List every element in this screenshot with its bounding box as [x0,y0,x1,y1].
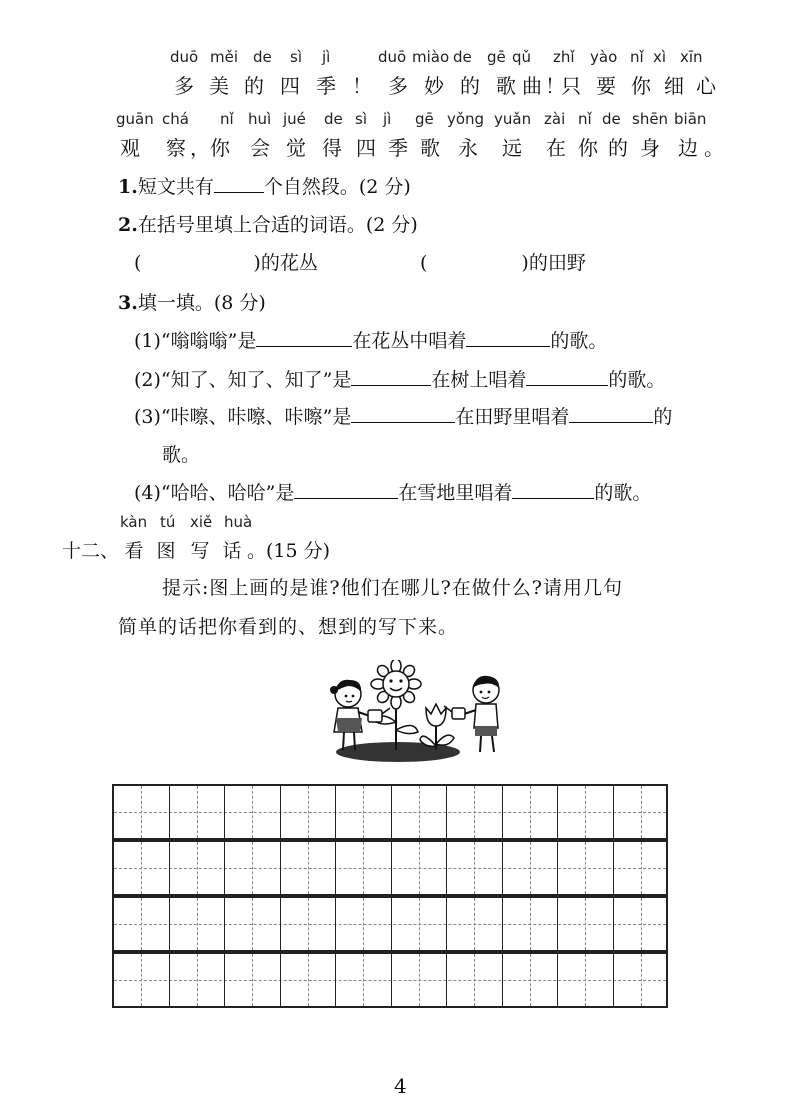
grid-cell-border [557,898,558,950]
grid-guide [197,898,198,950]
grid-guide [252,898,253,950]
pinyin: jì [322,48,331,66]
grid-guide [474,786,475,838]
question-1 [118,172,411,199]
pinyin: huì [248,110,272,128]
grid-row[interactable] [112,784,668,840]
pinyin: zài [544,110,566,128]
char: 得 [322,136,342,160]
grid-cell-border [224,954,225,1006]
char: ，你 [190,136,230,160]
grid-cell-border [335,898,336,950]
grid-cell-border [280,842,281,894]
char: 美 [209,74,229,98]
grid-guide [252,786,253,838]
pinyin: shēn [632,110,669,128]
item-text: )的花丛 [253,252,318,274]
grid-guide [641,842,642,894]
grid-cell-border [613,898,614,950]
sentence-text: 在花丛中唱着 [352,330,467,352]
char: 四 [280,74,300,98]
open-paren: ( [420,252,428,274]
question-2 [118,210,418,237]
grid-cell-border [335,842,336,894]
grid-guide [252,842,253,894]
grid-cell-border [335,786,336,838]
grid-guide [585,786,586,838]
grid-guide [474,898,475,950]
grid-cell-border [557,786,558,838]
pinyin: zhǐ [553,48,575,66]
pinyin: gē [487,48,506,66]
pinyin: miào [412,48,450,66]
pinyin: duō [378,48,407,66]
grid-cell-border [280,786,281,838]
grid-cell-border [502,898,503,950]
grid-guide [585,842,586,894]
grid-guide [530,954,531,1006]
question-3 [118,288,266,315]
grid-cell-border [502,954,503,1006]
pinyin: nǐ [220,110,234,128]
answer-blank[interactable] [526,367,608,386]
char: 写 [190,540,210,562]
char: 在 [546,136,566,160]
grid-guide [419,954,420,1006]
grid-guide [641,954,642,1006]
grid-guide [308,954,309,1006]
grid-guide [141,786,142,838]
pinyin: tú [160,513,176,531]
grid-row[interactable] [112,896,668,952]
char: 要 [596,74,616,98]
pinyin: yuǎn [494,110,532,128]
sentence-text: 的 [653,406,673,428]
open-paren: ( [134,252,142,274]
char: 的 [608,136,628,160]
grid-cell-border [391,898,392,950]
char: 话 [222,540,242,562]
char: 妙 [424,74,444,98]
char: 会 [250,136,270,160]
pinyin: nǐ [578,110,592,128]
pinyin: duō [170,48,199,66]
pinyin: de [453,48,472,66]
char: 季 [316,74,336,98]
grid-guide [197,842,198,894]
grid-cell-border [224,786,225,838]
char: 的 [460,74,480,98]
char: 只 [561,74,581,98]
question-text: 在括号里填上合适的词语。(2 分) [137,214,418,236]
pinyin: gē [415,110,434,128]
sentence-text: 在田野里唱着 [455,406,570,428]
answer-blank[interactable] [351,404,455,423]
grid-guide [585,954,586,1006]
grid-guide [585,898,586,950]
answer-blank[interactable] [351,367,431,386]
char: 观 [120,136,140,160]
char: 看 [124,540,144,562]
pinyin: qǔ [512,48,532,66]
pinyin: jì [383,110,392,128]
grid-guide [141,898,142,950]
section-score: 。(15 分) [247,540,331,562]
grid-cell-border [613,842,614,894]
grid-guide [363,898,364,950]
grid-guide [308,898,309,950]
char: 远 [502,136,522,160]
grid-cell-border [224,898,225,950]
sentence-text: 在雪地里唱着 [398,482,513,504]
grid-cell-border [169,898,170,950]
grid-guide [197,786,198,838]
grid-cell-border [613,954,614,1006]
sentence-text: (4)“哈哈、哈哈”是 [134,482,295,504]
q2-item-2 [420,248,586,275]
char: 察 [166,136,186,160]
sentence-text: 的歌。 [594,482,652,504]
pinyin: měi [210,48,239,66]
pinyin: xīn [680,48,703,66]
sentence-text: 在树上唱着 [431,369,527,391]
pinyin: sì [355,110,367,128]
grid-cell-border [169,786,170,838]
sentence-text: (2)“知了、知了、知了”是 [134,369,352,391]
grid-guide [419,786,420,838]
grid-guide [530,898,531,950]
grid-guide [474,954,475,1006]
hint-line-2: 简单的话把你看到的、想到的写下来。 [118,616,459,638]
pinyin: xì [653,48,667,66]
q3-sentence-4 [134,478,651,505]
grid-guide [141,842,142,894]
grid-cell-border [169,842,170,894]
char: 歌 [420,136,440,160]
pinyin: yào [590,48,618,66]
grid-row[interactable] [112,840,668,896]
char: 身 [640,136,660,160]
pinyin: yǒng [447,110,485,128]
q3-sentence-3 [134,402,672,429]
q2-item-1 [134,248,318,275]
grid-guide [308,842,309,894]
char: 多 [174,74,194,98]
answer-blank[interactable] [466,328,550,347]
children-watering-flowers-illustration [318,660,508,768]
pinyin: chá [162,110,189,128]
question-text: 短文共有 [137,176,214,198]
grid-cell-border [446,954,447,1006]
grid-guide [252,954,253,1006]
grid-cell-border [280,898,281,950]
char: 多 [388,74,408,98]
char: 曲 [522,74,542,98]
grid-cell-border [169,954,170,1006]
pinyin: nǐ [630,48,644,66]
char: 的 [244,74,264,98]
sentence-text: (3)“咔嚓、咔嚓、咔嚓”是 [134,406,352,428]
pinyin: guān [116,110,154,128]
char: 细 [664,74,684,98]
grid-guide [641,786,642,838]
pinyin: de [253,48,272,66]
grid-guide [641,898,642,950]
grid-guide [141,954,142,1006]
hint-line-1: 提示:图上画的是谁?他们在哪儿?在做什么?请用几句 [162,577,623,599]
question-number: 2. [118,214,138,236]
q3-sentence-2 [134,365,665,392]
question-number: 3. [118,292,138,314]
grid-guide [363,954,364,1006]
pinyin: de [602,110,621,128]
answer-blank[interactable] [294,480,398,499]
pinyin: jué [283,110,306,128]
pinyin: de [324,110,343,128]
answer-blank[interactable] [214,174,264,193]
grid-cell-border [446,842,447,894]
char: 季 [388,136,408,160]
char: 永 [458,136,478,160]
grid-guide [419,842,420,894]
char: 。 [704,136,724,160]
pinyin: sì [290,48,302,66]
question-text: 个自然段。(2 分) [263,176,411,198]
grid-cell-border [280,954,281,1006]
grid-guide [419,898,420,950]
q3-sentence-3-wrap [162,440,200,467]
grid-guide [363,842,364,894]
grid-cell-border [502,786,503,838]
char: ！ [545,74,565,98]
grid-guide [474,842,475,894]
char: 图 [156,540,176,562]
question-number: 1. [118,176,138,198]
question-text: 填一填。(8 分) [137,292,266,314]
sentence-text: 的歌。 [608,369,666,391]
char: 边 [678,136,698,160]
pinyin: xiě [190,513,213,531]
sentence-text: (1)“嗡嗡嗡”是 [134,330,257,352]
char: 觉 [286,136,306,160]
grid-cell-border [391,842,392,894]
sentence-text: 歌。 [162,444,201,466]
grid-row[interactable] [112,952,668,1008]
grid-cell-border [335,954,336,1006]
page-number: 4 [394,1074,407,1098]
char: 心 [696,74,716,98]
answer-blank[interactable] [569,404,653,423]
grid-guide [530,786,531,838]
grid-cell-border [557,954,558,1006]
grid-guide [197,954,198,1006]
pinyin: kàn [120,513,148,531]
grid-cell-border [391,786,392,838]
section-12-heading [62,536,330,563]
grid-guide [530,842,531,894]
grid-cell-border [224,842,225,894]
item-text: )的田野 [521,252,586,274]
grid-cell-border [446,786,447,838]
grid-cell-border [446,898,447,950]
section-number: 十二、 [62,540,120,562]
grid-cell-border [557,842,558,894]
grid-cell-border [502,842,503,894]
q3-sentence-1 [134,326,607,353]
grid-guide [308,786,309,838]
char: 你 [578,136,598,160]
answer-blank[interactable] [256,328,352,347]
answer-blank[interactable] [512,480,594,499]
pinyin: biān [674,110,707,128]
grid-cell-border [391,954,392,1006]
char: 歌 [496,74,516,98]
grid-guide [363,786,364,838]
sentence-text: 的歌。 [550,330,608,352]
grid-cell-border [613,786,614,838]
char: 你 [631,74,651,98]
pinyin: huà [224,513,253,531]
char: 四 [356,136,376,160]
char: ！ [352,74,372,98]
